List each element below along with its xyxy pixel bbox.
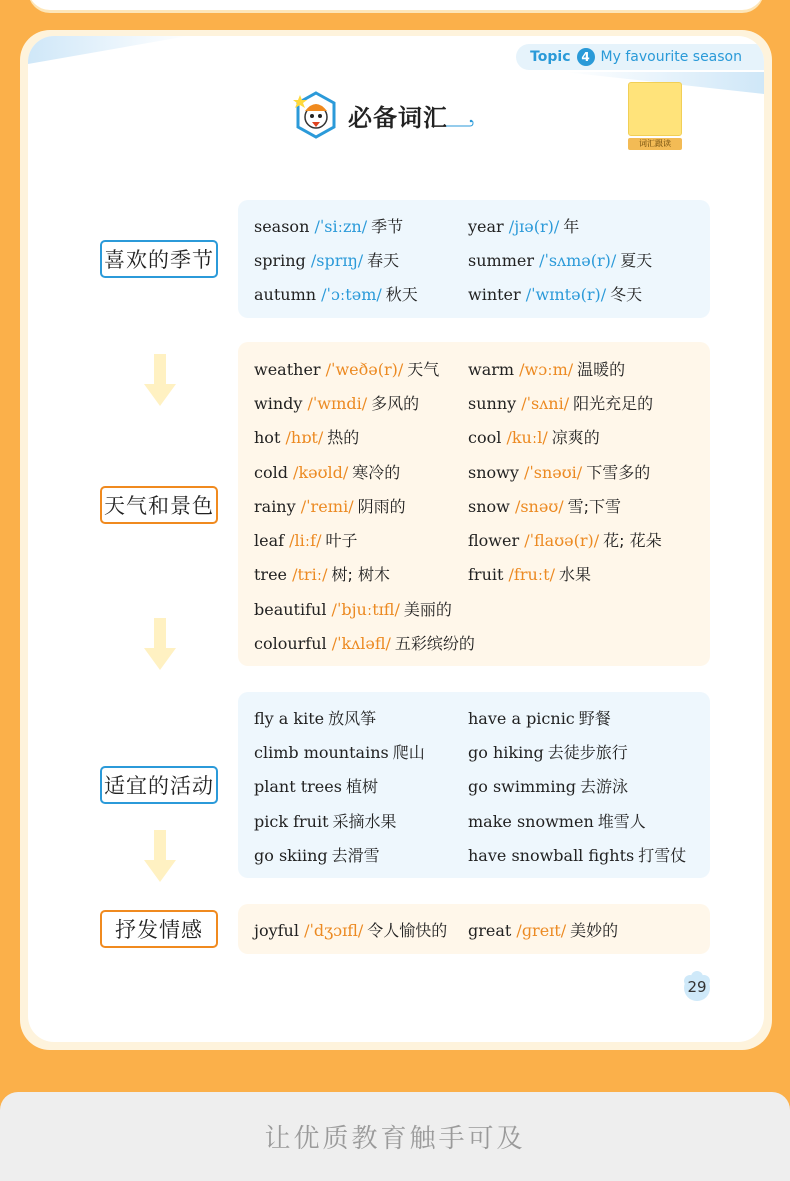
topic-title: My favourite season (600, 49, 742, 65)
vocab-row (254, 557, 710, 591)
vocab-item: flower /ˈflaʊə(r)/ 花; 花朵 (468, 531, 662, 551)
phrase-item: have a picnic 野餐 (468, 708, 611, 728)
down-arrow-icon (142, 618, 178, 670)
header-underline (446, 114, 506, 134)
vocab-row (254, 488, 710, 522)
vocab-item: joyful /ˈdʒɔɪfl/ 令人愉快的 (254, 920, 448, 940)
section-label-seasons: 喜欢的季节 (100, 240, 218, 278)
vocab-row (254, 625, 710, 659)
phrase-row (254, 769, 710, 803)
vocab-row (254, 385, 710, 419)
page-number: 29 (687, 978, 707, 996)
vocab-item: snow /snəʊ/ 雪;下雪 (468, 496, 622, 516)
phrase-item: fly a kite 放风筝 (254, 708, 377, 728)
vocab-row (254, 591, 710, 625)
vocab-item: cool /kuːl/ 凉爽的 (468, 428, 600, 448)
seasons-panel (238, 200, 710, 318)
phrase-item: pick fruit 采摘水果 (254, 811, 397, 831)
topic-tag (516, 44, 764, 70)
phrase-item: plant trees 植树 (254, 777, 378, 797)
section-label-weather: 天气和景色 (100, 486, 218, 524)
bird-mascot-icon (290, 89, 342, 141)
phrase-item: go swimming 去游泳 (468, 777, 629, 797)
down-arrow-icon (142, 354, 178, 406)
vocab-item: warm /wɔːm/ 温暖的 (468, 359, 626, 379)
down-arrow-icon (142, 830, 178, 882)
header-title: 必备词汇 (348, 103, 448, 132)
vocab-item: leaf /liːf/ 叶子 (254, 531, 358, 551)
vocab-item: weather /ˈweðə(r)/ 天气 (254, 359, 440, 379)
qr-pad (628, 82, 682, 136)
vocab-item: year /jɪə(r)/ 年 (468, 216, 580, 236)
vocab-item: cold /kəʊld/ 寒冷的 (254, 462, 401, 482)
vocab-item: autumn /ˈɔːtəm/ 秋天 (254, 285, 418, 305)
phrase-row (254, 803, 710, 837)
vocab-item: tree /triː/ 树; 树木 (254, 565, 390, 585)
vocab-item: colourful /ˈkʌləfl/ 五彩缤纷的 (254, 634, 475, 654)
phrase-row (254, 700, 710, 734)
vocab-item: rainy /ˈreɪni/ 阴雨的 (254, 496, 406, 516)
footer-slogan: 让优质教育触手可及 (264, 1124, 526, 1154)
feelings-panel (238, 904, 710, 954)
previous-page-edge (28, 0, 764, 10)
vocab-item: winter /ˈwɪntə(r)/ 冬天 (468, 285, 643, 305)
weather-panel (238, 342, 710, 666)
vocab-item: snowy /ˈsnəʊi/ 下雪多的 (468, 462, 651, 482)
phrase-item: go skiing 去滑雪 (254, 845, 380, 865)
phrase-row (254, 734, 710, 768)
phrase-item: go hiking 去徒步旅行 (468, 742, 628, 762)
vocab-row (254, 242, 710, 276)
vocab-item: hot /hɒt/ 热的 (254, 428, 360, 448)
footer-bar (0, 1092, 790, 1181)
vocab-item: windy /ˈwɪndi/ 多风的 (254, 393, 420, 413)
page-number-badge (680, 970, 714, 1004)
phrase-item: make snowmen 堆雪人 (468, 811, 646, 831)
vocab-item: sunny /ˈsʌni/ 阳光充足的 (468, 393, 654, 413)
vocab-item: fruit /fruːt/ 水果 (468, 565, 592, 585)
vocab-row (254, 277, 710, 311)
vocab-item: summer /ˈsʌmə(r)/ 夏天 (468, 250, 653, 270)
vocab-row (254, 522, 710, 556)
vocab-item: great /ɡreɪt/ 美妙的 (468, 920, 619, 940)
phrase-item: have snowball fights 打雪仗 (468, 845, 687, 865)
vocab-item: season /ˈsiːzn/ 季节 (254, 216, 404, 236)
vocab-row (254, 208, 710, 242)
audio-card-caption: 词汇跟读 (628, 138, 682, 150)
section-label-feelings: 抒发情感 (100, 910, 218, 948)
vocab-row (254, 454, 710, 488)
audio-qr-card[interactable] (628, 82, 682, 148)
corner-stripe (28, 36, 188, 64)
topic-word: Topic (530, 49, 571, 65)
phrase-item: climb mountains 爬山 (254, 742, 425, 762)
vocab-row (254, 912, 710, 946)
vocab-item: beautiful /ˈbjuːtɪfl/ 美丽的 (254, 599, 452, 619)
vocab-row (254, 351, 710, 385)
vocab-item: spring /sprɪŋ/ 春天 (254, 250, 400, 270)
activities-panel (238, 692, 710, 878)
vocab-row (254, 420, 710, 454)
phrase-row (254, 837, 710, 871)
section-header (290, 88, 506, 142)
topic-number-badge: 4 (577, 48, 595, 66)
section-label-activities: 适宜的活动 (100, 766, 218, 804)
